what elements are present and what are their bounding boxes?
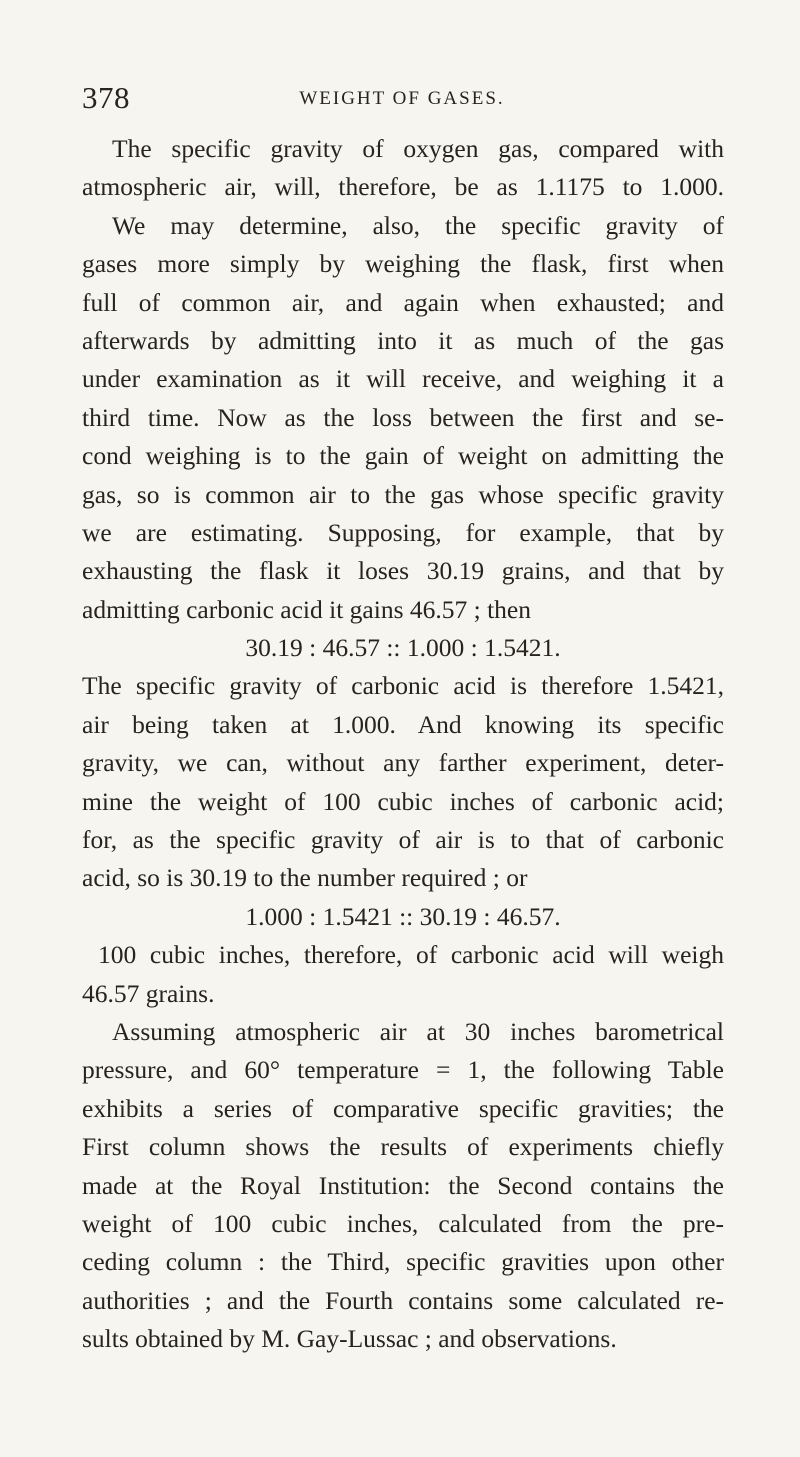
- proportion-equation: 1.000 : 1.5421 :: 30.19 : 46.57.: [245, 901, 561, 931]
- text-line: made at the Royal Institution: the Second contains the: [82, 1170, 724, 1200]
- text-line: exhausting the flask it loses 30.19 grains, and that by: [82, 556, 724, 586]
- text-line: gas, so is common air to the gas whose specific gravity: [82, 479, 724, 509]
- text-line: afterwards by admitting into it as much of the gas: [82, 325, 724, 355]
- text-line: atmospheric air, will, therefore, be as 1.1175 to 1.000.: [82, 172, 724, 202]
- proportion-equation: 30.19 : 46.57 :: 1.000 : 1.5421.: [245, 633, 561, 663]
- text-line: The specific gravity of carbonic acid is therefore 1.5421,: [82, 671, 724, 701]
- text-line: acid, so is 30.19 to the number required ; or: [82, 863, 528, 893]
- text-line: We may determine, also, the specific gravity of: [112, 210, 724, 240]
- text-line: ceding column : the Third, specific gravities upon other: [82, 1247, 724, 1277]
- text-line: gases more simply by weighing the flask, first when: [82, 249, 724, 279]
- text-line: under examination as it will receive, and weighing it a: [82, 364, 724, 394]
- text-line: Assuming atmospheric air at 30 inches barometrical: [112, 1016, 724, 1046]
- text-line: exhibits a series of comparative specific gravities; the: [82, 1093, 724, 1123]
- text-line: cond weighing is to the gain of weight on admitting the: [82, 441, 724, 471]
- running-title: WEIGHT OF GASES.: [299, 88, 505, 109]
- text-line: we are estimating. Supposing, for example, that by: [82, 517, 724, 547]
- text-line: First column shows the results of experiments chiefly: [82, 1132, 724, 1162]
- page-number: 378: [82, 80, 130, 115]
- body-text: [82, 130, 724, 1359]
- text-line: third time. Now as the loss between the first and se-: [82, 402, 724, 432]
- text-line: 46.57 grains.: [82, 978, 215, 1008]
- text-line: gravity, we can, without any farther experiment, deter-: [82, 748, 724, 778]
- text-line: pressure, and 60° temperature = 1, the following Table: [82, 1055, 724, 1085]
- text-line: sults obtained by M. Gay-Lussac ; and observations.: [82, 1324, 617, 1354]
- text-line: weight of 100 cubic inches, calculated from the pre-: [82, 1208, 724, 1238]
- text-line: full of common air, and again when exhausted; and: [82, 287, 724, 317]
- text-line: for, as the specific gravity of air is to that of carbonic: [82, 825, 724, 855]
- text-line: mine the weight of 100 cubic inches of carbonic acid;: [82, 786, 724, 816]
- page-header: [82, 80, 722, 120]
- text-line: air being taken at 1.000. And knowing its specific: [82, 709, 724, 739]
- text-line: 100 cubic inches, therefore, of carbonic acid will weigh: [98, 940, 724, 970]
- text-line: The specific gravity of oxygen gas, compared with: [112, 134, 724, 163]
- text-line: authorities ; and the Fourth contains some calculated re-: [82, 1285, 724, 1315]
- text-line: admitting carbonic acid it gains 46.57 ; then: [82, 594, 531, 624]
